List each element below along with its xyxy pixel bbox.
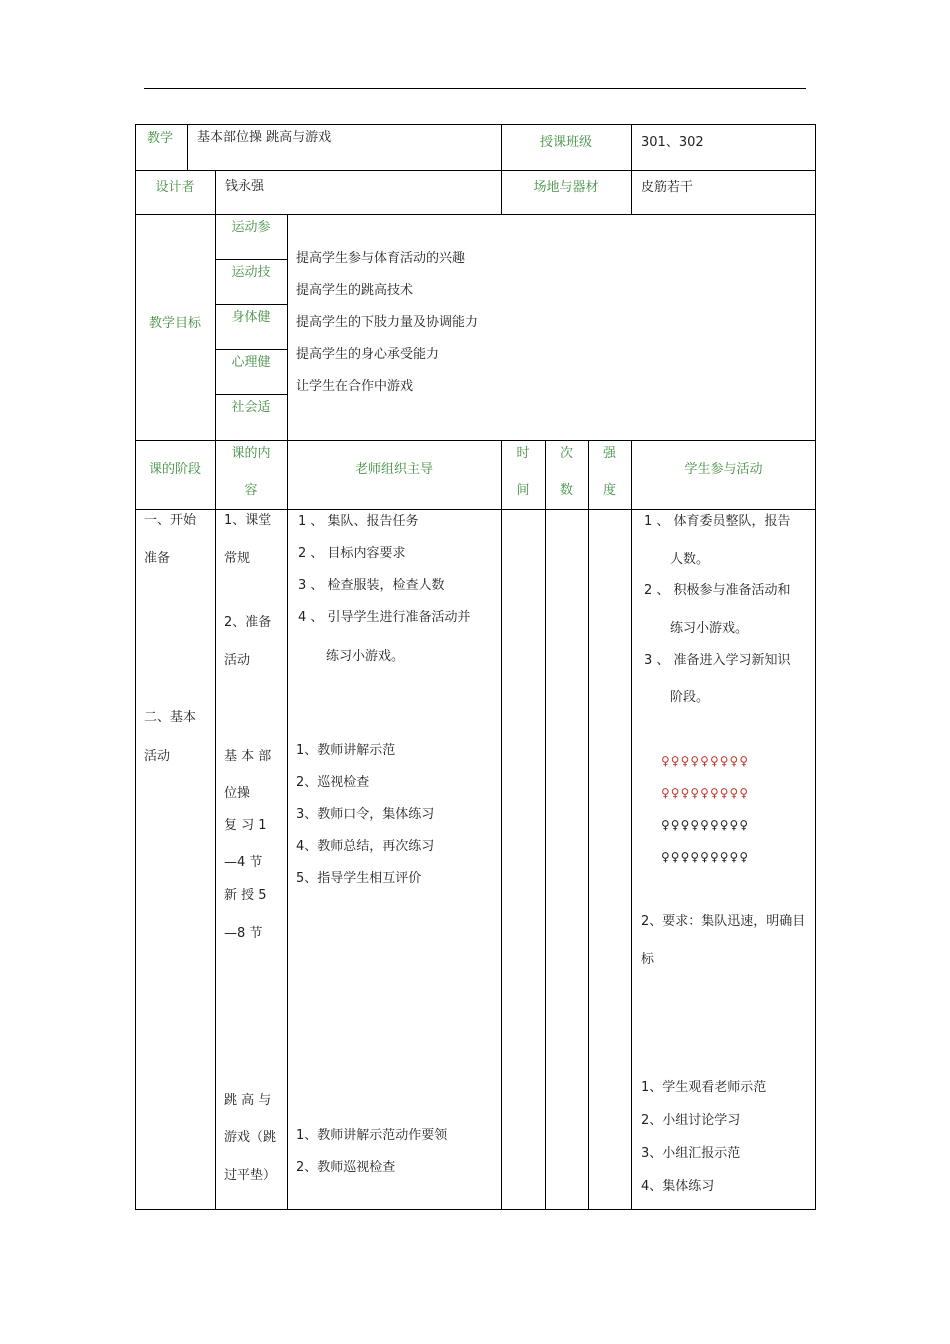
- formation-row: ♀♀♀♀♀♀♀♀♀: [661, 850, 750, 864]
- row-divider: [135, 214, 816, 215]
- student-item-cont: 练习小游戏。: [670, 621, 749, 636]
- row-divider: [135, 440, 816, 441]
- formation-row: ♀♀♀♀♀♀♀♀♀: [661, 754, 750, 768]
- formation-row: ♀♀♀♀♀♀♀♀♀: [661, 786, 750, 800]
- objective-category: 运动技: [231, 265, 271, 280]
- header-teacher: 老师组织主导: [354, 462, 433, 477]
- student-practice-item: 4、集体练习: [641, 1179, 715, 1194]
- objective-category: 心理健: [231, 355, 271, 370]
- student-item-cont: 阶段。: [670, 690, 710, 705]
- stage-start-line1: 一、开始: [144, 513, 197, 528]
- row-divider: [135, 170, 816, 171]
- stage-basic-line2: 活动: [144, 749, 171, 764]
- col-divider: [501, 440, 502, 1210]
- header-stage: 课的阶段: [148, 462, 201, 477]
- content-3-line6: —8 节: [224, 926, 263, 941]
- header-time-top: 时: [516, 446, 530, 461]
- header-rule: [144, 88, 806, 89]
- objective-item: 提高学生参与体育活动的兴趣: [296, 251, 466, 266]
- student-requirement: 2、要求：集队迅速，明确目: [641, 914, 806, 929]
- teacher-item: 4 、 引导学生进行准备活动并: [298, 610, 471, 625]
- teacher-item: 5、指导学生相互评价: [296, 871, 422, 886]
- teacher-item: 1、教师讲解示范动作要领: [296, 1128, 448, 1143]
- content-4-line3: 过平垫）: [224, 1168, 277, 1183]
- content-3-line2: 位操: [224, 786, 251, 801]
- objective-category: 身体健: [231, 310, 271, 325]
- content-1-line1: 1、课堂: [224, 513, 272, 528]
- stage-basic-line1: 二、基本: [144, 710, 197, 725]
- topic-label: 教学: [147, 131, 174, 146]
- content-2-line1: 2、准备: [224, 615, 272, 630]
- teacher-item: 3、教师口令，集体练习: [296, 807, 435, 822]
- col-divider: [631, 440, 632, 1210]
- teacher-item: 1 、 集队、报告任务: [298, 514, 419, 529]
- content-3-line3: 复 习 1: [224, 818, 267, 833]
- content-3-line5: 新 授 5: [224, 888, 267, 903]
- header-student: 学生参与活动: [684, 462, 763, 477]
- student-item-cont: 人数。: [670, 552, 710, 567]
- content-4-line1: 跳 高 与: [224, 1093, 272, 1108]
- teacher-item: 2 、 目标内容要求: [298, 546, 406, 561]
- class-label: 授课班级: [539, 135, 592, 150]
- category-divider: [215, 304, 287, 305]
- teacher-item: 2、教师巡视检查: [296, 1160, 396, 1175]
- header-content-bottom: 容: [244, 483, 258, 498]
- header-count-bottom: 数: [559, 483, 573, 498]
- teacher-item: 2、巡视检查: [296, 775, 370, 790]
- objective-item: 让学生在合作中游戏: [296, 379, 414, 394]
- objective-item: 提高学生的身心承受能力: [296, 347, 440, 362]
- designer-label: 设计者: [155, 180, 195, 195]
- header-count-top: 次: [559, 446, 573, 461]
- topic-value: 基本部位操 跳高与游戏: [197, 130, 332, 145]
- col-divider: [631, 124, 632, 214]
- venue-label: 场地与器材: [533, 180, 599, 195]
- student-item: 1 、 体育委员整队，报告: [644, 514, 791, 529]
- student-practice-item: 1、学生观看老师示范: [641, 1080, 767, 1095]
- col-divider: [588, 440, 589, 1210]
- teacher-item: 4、教师总结，再次练习: [296, 839, 435, 854]
- class-value: 301、302: [641, 135, 704, 150]
- formation-row: ♀♀♀♀♀♀♀♀♀: [661, 818, 750, 832]
- category-divider: [215, 394, 287, 395]
- content-4-line2: 游戏（跳: [224, 1130, 277, 1145]
- lesson-plan-table: [135, 124, 816, 1210]
- category-divider: [215, 259, 287, 260]
- student-practice-item: 2、小组讨论学习: [641, 1113, 741, 1128]
- stage-start-line2: 准备: [144, 551, 171, 566]
- content-3-line1: 基 本 部: [224, 749, 272, 764]
- content-1-line2: 常规: [224, 551, 251, 566]
- objective-item: 提高学生的下肢力量及协调能力: [296, 315, 479, 330]
- teacher-item: 1、教师讲解示范: [296, 743, 396, 758]
- student-item: 2 、 积极参与准备活动和: [644, 583, 791, 598]
- objective-category: 运动参: [231, 220, 271, 235]
- objective-item: 提高学生的跳高技术: [296, 283, 414, 298]
- header-intensity-bottom: 度: [602, 483, 616, 498]
- designer-value: 钱永强: [225, 179, 265, 194]
- objectives-label: 教学目标: [148, 316, 201, 331]
- col-divider: [545, 440, 546, 1210]
- header-intensity-top: 强: [602, 446, 616, 461]
- header-time-bottom: 间: [516, 483, 530, 498]
- col-divider: [187, 124, 188, 170]
- student-item: 3 、 准备进入学习新知识: [644, 653, 791, 668]
- student-practice-item: 3、小组汇报示范: [641, 1146, 741, 1161]
- category-divider: [215, 349, 287, 350]
- objective-category: 社会适: [231, 400, 271, 415]
- row-divider: [135, 509, 816, 510]
- content-2-line2: 活动: [224, 653, 251, 668]
- teacher-item: 3 、 检查服装，检查人数: [298, 578, 445, 593]
- header-content-top: 课的内: [231, 446, 271, 461]
- teacher-item-cont: 练习小游戏。: [326, 649, 405, 664]
- content-3-line4: —4 节: [224, 855, 263, 870]
- col-divider: [215, 170, 216, 214]
- col-divider: [287, 214, 288, 1210]
- student-requirement-cont: 标: [641, 952, 655, 967]
- venue-value: 皮筋若干: [641, 180, 694, 195]
